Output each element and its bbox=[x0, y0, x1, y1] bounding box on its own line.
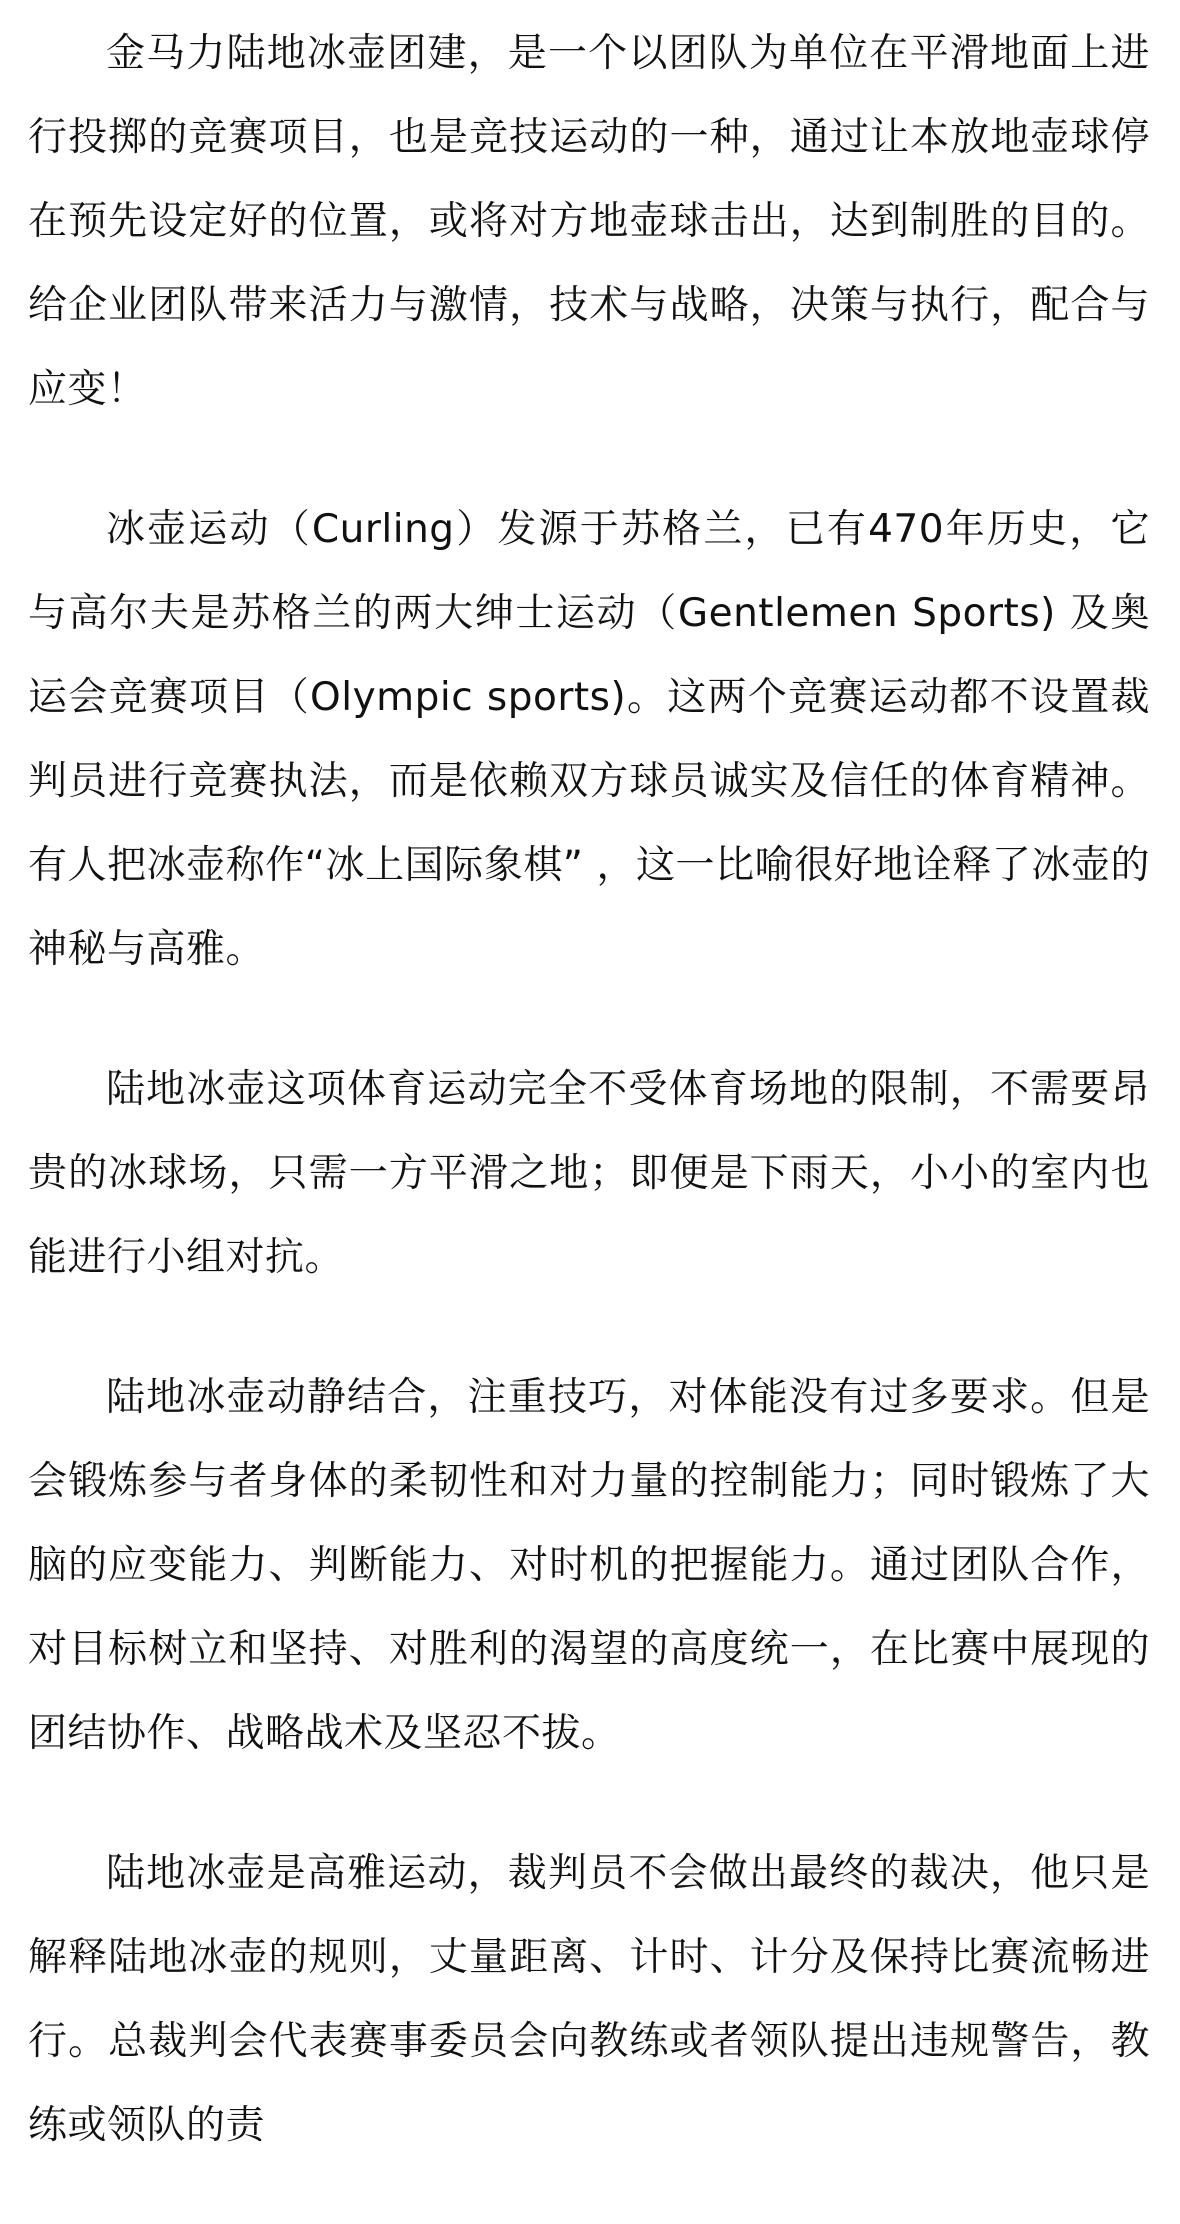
paragraph-curling-history: 冰壶运动（Curling）发源于苏格兰，已有470年历史，它与高尔夫是苏格兰的两大绅士运动（Gentlemen Sports) 及奥运会竞赛项目（Olympic sports)。这两个竞赛运动都不设置裁判员进行竞赛执法，而是依赖双方球员诚实及信任的体育精神。有人把冰壶称作“冰上国际象棋” ，这一比喻很好地诠释了冰壶的神秘与高雅。 bbox=[28, 507, 1150, 972]
paragraph-referee: 陆地冰壶是高雅运动，裁判员不会做出最终的裁决，他只是解释陆地冰壶的规则，丈量距离、计时、计分及保持比赛流畅进行。总裁判会代表赛事委员会向教练或者领队提出违规警告，教练或领队的责 bbox=[28, 1851, 1150, 2148]
paragraph-venue: 陆地冰壶这项体育运动完全不受体育场地的限制，不需要昂贵的冰球场，只需一方平滑之地；即便是下雨天，小小的室内也能进行小组对抗。 bbox=[28, 1067, 1150, 1280]
document-body bbox=[28, 12, 1150, 2224]
paragraph-benefits: 陆地冰壶动静结合，注重技巧，对体能没有过多要求。但是会锻炼参与者身体的柔韧性和对力量的控制能力；同时锻炼了大脑的应变能力、判断能力、对时机的把握能力。通过团队合作，对目标树立和坚持、对胜利的渴望的高度统一，在比赛中展现的团结协作、战略战术及坚忍不拔。 bbox=[28, 1375, 1150, 1756]
paragraph-intro: 金马力陆地冰壶团建，是一个以团队为单位在平滑地面上进行投掷的竞赛项目，也是竞技运动的一种，通过让本放地壶球停在预先设定好的位置，或将对方地壶球击出，达到制胜的目的。给企业团队带来活力与激情，技术与战略，决策与执行，配合与应变！ bbox=[28, 31, 1150, 412]
